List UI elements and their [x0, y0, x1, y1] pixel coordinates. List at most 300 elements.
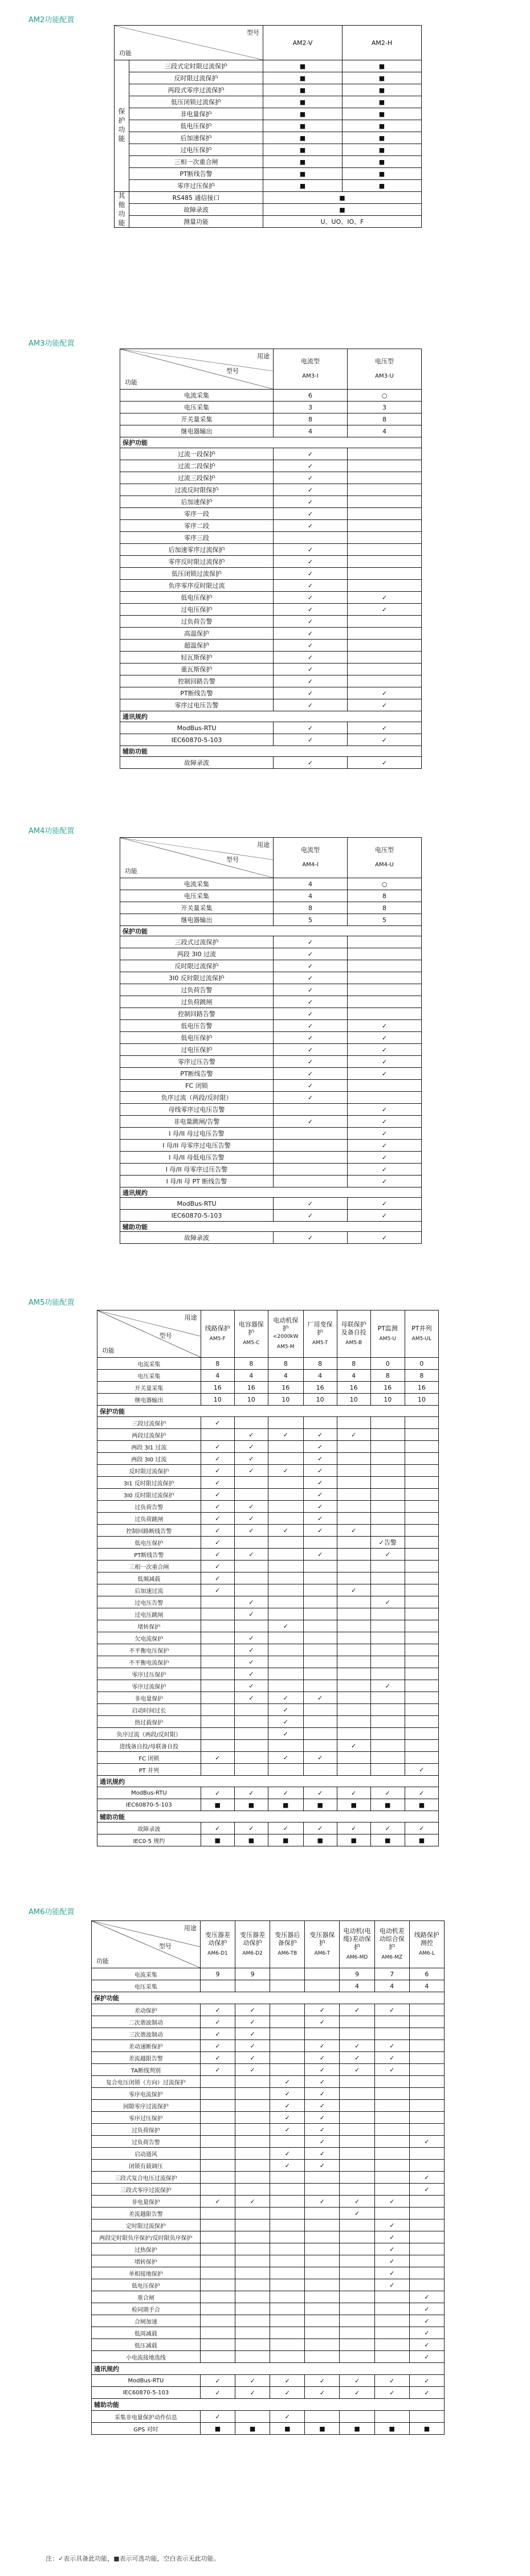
am5-cell: 16: [268, 1382, 303, 1394]
am6-cell: ✓: [305, 2148, 340, 2160]
am4-row-label: I 母/II 母零序过电压告警: [120, 1140, 274, 1152]
am6-cell: ✓: [235, 2004, 270, 2016]
table-row: [97, 1453, 439, 1465]
am3-col-name: 电压型: [375, 358, 394, 365]
am6-row-label: 定时限过流保护: [92, 2219, 201, 2231]
am5-cell: [405, 1728, 438, 1740]
am6-cell: ✓: [270, 2387, 305, 2399]
am5-row-label: 故障录波: [97, 1823, 201, 1834]
am6-header-model-label: 型号: [158, 1943, 172, 1950]
am3-cell: [348, 448, 422, 460]
am6-row-label: 差流越限告警: [92, 2052, 201, 2064]
am5-cell: [370, 1764, 405, 1776]
am6-cell: ✓: [235, 2196, 270, 2208]
am5-cell: ✓: [268, 1704, 303, 1716]
am6-col-header: [305, 1921, 340, 1968]
am5-row-label: 负序过流（两段/反时限）: [97, 1728, 201, 1740]
table-row: [92, 2255, 445, 2267]
am3-cell: ✓: [274, 448, 348, 460]
am5-cell: ✓: [337, 1525, 370, 1537]
am6-row-label: 堵转保护: [92, 2255, 201, 2267]
am3-section-title: AM3功能配置: [28, 339, 75, 348]
am5-col-header: [337, 1310, 370, 1358]
am5-cell: [405, 1501, 438, 1513]
am6-cell: ✓: [409, 2339, 444, 2351]
table-row: [92, 2064, 445, 2076]
table-row: [97, 1513, 439, 1525]
am5-cell: ✓: [268, 1787, 303, 1799]
am6-cell: [409, 2088, 444, 2100]
am6-cell: [374, 2160, 409, 2172]
am4-cell: [348, 1008, 422, 1020]
am5-cell: [234, 1561, 268, 1572]
table-row: [92, 2243, 445, 2255]
am4-table: [120, 837, 422, 1244]
am3-row-label: 零序过电压告警: [120, 699, 274, 711]
am4-row-label: 低电压告警: [120, 1020, 274, 1032]
am5-cell: [268, 1656, 303, 1668]
am5-row-label: 电流采集: [97, 1358, 201, 1370]
am4-col-header: [348, 838, 422, 878]
am2-cell-v: ■: [263, 156, 343, 168]
table-row: [92, 2291, 445, 2303]
am6-row-label: 差动保护: [92, 2004, 201, 2016]
am5-cell: [405, 1429, 438, 1441]
am6-cell: [340, 2124, 374, 2136]
am6-cell: [270, 2303, 305, 2315]
am3-cell: [348, 664, 422, 675]
am4-row-label: 继电器输出: [120, 914, 274, 926]
am5-row-label: 不平衡电流保护: [97, 1656, 201, 1668]
am6-cell: ✓: [305, 2196, 340, 2208]
table-row: [97, 1620, 439, 1632]
am5-row-label: 两段 3I0 过流: [97, 1453, 201, 1465]
table-row: [120, 390, 422, 402]
table-row: [115, 192, 422, 204]
am5-cell: [234, 1764, 268, 1776]
am5-cell: [370, 1561, 405, 1572]
am6-cell: [305, 1968, 340, 1980]
am4-row-label: ModBus-RTU: [120, 1198, 274, 1210]
am5-cell: [370, 1465, 405, 1477]
am5-cell: ■: [303, 1834, 337, 1846]
table-row: [120, 1068, 422, 1080]
am5-col-model: AM5-U: [379, 1336, 396, 1342]
am6-cell: ✓: [409, 2184, 444, 2196]
am6-cell: [235, 2100, 270, 2112]
am5-row-label: 零序过流保护: [97, 1680, 201, 1692]
am6-cell: [200, 1980, 235, 1992]
table-row: [115, 84, 422, 96]
am6-cell: [305, 2303, 340, 2315]
am3-row-label: 负序零序反时限过流: [120, 580, 274, 592]
am5-cell: [337, 1608, 370, 1620]
am6-cell: [235, 2279, 270, 2291]
am2-row-label: 反时限过流保护: [129, 72, 263, 84]
am6-cell: ✓: [305, 2100, 340, 2112]
table-row: [97, 1776, 439, 1787]
am5-cell: ✓: [303, 1787, 337, 1799]
am4-row-label: 3I0 反时限过流保护: [120, 972, 274, 984]
am6-group-heading: 保护功能: [92, 1992, 445, 2004]
table-row: [120, 914, 422, 926]
am6-row-label: TA断线判别: [92, 2064, 201, 2076]
am5-col-name: 电动机保护: [273, 1317, 299, 1332]
table-row: [97, 1752, 439, 1764]
am6-cell: [305, 2411, 340, 2423]
am3-col-model: AM3-I: [302, 373, 319, 379]
am6-cell: ✓: [374, 2279, 409, 2291]
am5-cell: [201, 1728, 234, 1740]
table-row: [92, 2219, 445, 2231]
table-row: [97, 1728, 439, 1740]
am5-cell: ■: [337, 1799, 370, 1811]
am2-row-label: 三段式定时限过流保护: [129, 60, 263, 72]
am6-cell: [409, 2052, 444, 2064]
am3-cell: ✓: [348, 757, 422, 769]
am5-cell: ✓: [201, 1441, 234, 1453]
am6-row-label: 二次谐波制动: [92, 2016, 201, 2028]
am6-cell: [270, 2052, 305, 2064]
am5-cell: 10: [370, 1394, 405, 1406]
am3-row-label: 控制回路告警: [120, 675, 274, 687]
am3-cell: [348, 675, 422, 687]
am6-cell: ✓: [340, 2208, 374, 2219]
am5-cell: 10: [268, 1394, 303, 1406]
table-row: [92, 2136, 445, 2148]
am5-group-heading: 辅助功能: [97, 1811, 439, 1823]
am6-cell: ✓: [235, 2375, 270, 2387]
am5-cell: [370, 1501, 405, 1513]
am3-cell: ✓: [348, 699, 422, 711]
am5-cell: ■: [234, 1799, 268, 1811]
am5-cell: [405, 1561, 438, 1572]
table-row: [92, 2363, 445, 2375]
am4-cell: [348, 1080, 422, 1092]
am5-row-label: 3I1 反时限过流保护: [97, 1477, 201, 1489]
am6-cell: ✓: [270, 2088, 305, 2100]
am4-cell: ✓: [348, 1128, 422, 1140]
am6-cell: ✓: [305, 2112, 340, 2124]
am6-cell: [270, 2064, 305, 2076]
table-row: [120, 520, 422, 532]
am6-cell: [270, 2219, 305, 2231]
am5-cell: 8: [303, 1358, 337, 1370]
am4-row-label: 三段式过流保护: [120, 936, 274, 948]
am4-row-label: 负序过流（两段/反时限）: [120, 1092, 274, 1104]
am4-cell: ✓: [348, 1210, 422, 1222]
table-row: [92, 2112, 445, 2124]
am5-cell: [405, 1477, 438, 1489]
am4-row-label: 过负荷告警: [120, 984, 274, 996]
am2-other-label: 故障录波: [129, 204, 263, 216]
am5-cell: ✓: [303, 1465, 337, 1477]
am6-cell: [235, 2267, 270, 2279]
am6-cell: [340, 2100, 374, 2112]
am5-row-label: 堵转保护: [97, 1620, 201, 1632]
table-row: [120, 472, 422, 484]
am6-cell: [235, 2291, 270, 2303]
am5-cell: [337, 1501, 370, 1513]
am3-cell: ✓: [274, 699, 348, 711]
table-row: [120, 1140, 422, 1152]
am5-cell: ✓: [234, 1608, 268, 1620]
am5-cell: [337, 1704, 370, 1716]
table-row: [115, 72, 422, 84]
am5-row-label: 控制回路断线告警: [97, 1525, 201, 1537]
am6-cell: [374, 2136, 409, 2148]
am6-row-label: ModBus-RTU: [92, 2375, 201, 2387]
table-row: [115, 144, 422, 156]
am3-col-model: AM3-U: [375, 373, 394, 379]
table-row: [92, 2208, 445, 2219]
table-row: [120, 1092, 422, 1104]
am3-cell: ✓: [274, 484, 348, 496]
table-row: [97, 1477, 439, 1489]
table-row: [120, 711, 422, 722]
am6-header-function-label: 功能: [96, 1957, 109, 1965]
am6-cell: [270, 2004, 305, 2016]
am5-cell: ✓: [201, 1823, 234, 1834]
am5-col-header: [303, 1310, 337, 1358]
am5-row-label: 电压采集: [97, 1370, 201, 1382]
am3-col-header: [274, 349, 348, 390]
am5-row-label: 继电器输出: [97, 1394, 201, 1406]
am4-cell: ○: [348, 878, 422, 890]
am5-cell: [201, 1704, 234, 1716]
am6-col-header: [235, 1921, 270, 1968]
am6-cell: [374, 2351, 409, 2363]
am6-row-label: 三段式复合电压过流保护: [92, 2172, 201, 2184]
am5-cell: [303, 1656, 337, 1668]
am6-cell: [235, 2160, 270, 2172]
am5-cell: [370, 1608, 405, 1620]
table-row: [120, 687, 422, 699]
am6-cell: 7: [374, 1968, 409, 1980]
am3-row-label: 高温保护: [120, 628, 274, 640]
am5-cell: [337, 1668, 370, 1680]
am5-col-header: [201, 1310, 234, 1358]
am5-cell: [405, 1417, 438, 1429]
am4-cell: 8: [348, 890, 422, 902]
am5-cell: ✓: [201, 1549, 234, 1561]
diagonal-line: [120, 838, 273, 878]
am5-cell: [268, 1453, 303, 1465]
am3-cell: 3: [348, 402, 422, 413]
am5-cell: [201, 1680, 234, 1692]
am5-cell: [370, 1716, 405, 1728]
am6-cell: ✓: [270, 2100, 305, 2112]
am6-cell: [305, 2255, 340, 2267]
am6-cell: ✓: [340, 2004, 374, 2016]
am6-cell: ■: [235, 2423, 270, 2435]
am2-cell-h: ■: [343, 84, 422, 96]
am6-cell: [409, 2004, 444, 2016]
am5-row-label: 非电量保护: [97, 1692, 201, 1704]
am5-cell: ✓: [234, 1501, 268, 1513]
am5-cell: [268, 1561, 303, 1572]
am5-cell: [303, 1561, 337, 1572]
am5-row-label: 3I0 反时限过流保护: [97, 1489, 201, 1501]
am6-cell: [235, 2411, 270, 2423]
am5-cell: [405, 1489, 438, 1501]
am5-cell: 0: [370, 1358, 405, 1370]
am5-row-label: IEC0-5 规约: [97, 1834, 201, 1846]
am6-cell: ■: [305, 2423, 340, 2435]
am6-cell: ✓: [409, 2387, 444, 2399]
am5-row-label: 热过载保护: [97, 1716, 201, 1728]
am4-group-heading: 通讯规约: [120, 1187, 422, 1198]
am4-row-label: 低电压保护: [120, 1032, 274, 1044]
am6-cell: ✓: [409, 2351, 444, 2363]
am4-cell: ✓: [274, 960, 348, 972]
am4-header-function-label: 功能: [125, 867, 137, 875]
am4-cell: ✓: [274, 948, 348, 960]
table-row: [120, 1222, 422, 1232]
am5-cell: [370, 1668, 405, 1680]
am5-cell: ✓: [268, 1728, 303, 1740]
table-row: [92, 2016, 445, 2028]
am6-cell: 9: [200, 1968, 235, 1980]
table-row: [97, 1394, 439, 1406]
am6-cell: ✓: [340, 2375, 374, 2387]
am5-cell: ✓: [201, 1752, 234, 1764]
am5-cell: [405, 1572, 438, 1584]
am2-other-label: 测量功能: [129, 216, 263, 228]
am3-row-label: 过流反时限保护: [120, 484, 274, 496]
am3-cell: ✓: [274, 472, 348, 484]
am3-header-function-label: 功能: [125, 379, 137, 386]
am2-row-label: 三相一次重合闸: [129, 156, 263, 168]
am6-cell: [409, 2279, 444, 2291]
am3-cell: ✓: [274, 722, 348, 734]
am6-cell: [235, 2339, 270, 2351]
am5-cell: [337, 1465, 370, 1477]
am4-cell: ✓: [348, 1164, 422, 1176]
am6-cell: ✓: [200, 2411, 235, 2423]
am6-cell: ✓: [235, 2040, 270, 2052]
table-row: [120, 592, 422, 604]
am6-cell: [409, 2100, 444, 2112]
am6-cell: [235, 2184, 270, 2196]
am5-cell: [201, 1668, 234, 1680]
am5-cell: [405, 1668, 438, 1680]
am4-cell: ✓: [348, 1140, 422, 1152]
am5-cell: [370, 1644, 405, 1656]
table-row: [92, 2040, 445, 2052]
am5-col-model: AM5-UL: [411, 1336, 432, 1342]
am2-row-label: 后加速保护: [129, 132, 263, 144]
am5-cell: [370, 1477, 405, 1489]
table-row: [120, 1056, 422, 1068]
am2-cell-h: ■: [343, 72, 422, 84]
am3-group-heading: 通讯规约: [120, 711, 422, 722]
am5-cell: ✓: [201, 1787, 234, 1799]
am5-cell: ✓: [234, 1787, 268, 1799]
am6-cell: ✓: [409, 2136, 444, 2148]
am5-cell: [337, 1716, 370, 1728]
am4-row-label: PT断线告警: [120, 1068, 274, 1080]
am6-row-label: 合闸加速: [92, 2315, 201, 2327]
am5-cell: [268, 1501, 303, 1513]
am4-cell: ✓: [348, 1152, 422, 1164]
am5-cell: [405, 1596, 438, 1608]
am6-cell: ✓: [235, 2016, 270, 2028]
am5-cell: ✓: [303, 1752, 337, 1764]
am3-cell: [348, 580, 422, 592]
am5-cell: [303, 1740, 337, 1752]
table-row: [92, 1980, 445, 1992]
am5-cell: ✓: [337, 1584, 370, 1596]
am5-row-label: 低频减载: [97, 1572, 201, 1584]
am5-cell: [303, 1764, 337, 1776]
table-row: [120, 402, 422, 413]
am5-cell: ✓: [201, 1572, 234, 1584]
table-row: [97, 1417, 439, 1429]
am3-cell: ○: [348, 390, 422, 402]
am6-cell: [374, 2184, 409, 2196]
am5-cell: ✓: [234, 1680, 268, 1692]
am6-col-model: AM6-D2: [242, 1951, 263, 1956]
am6-cell: ■: [270, 2423, 305, 2435]
am4-cell: ✓: [348, 1104, 422, 1116]
am5-cell: [268, 1596, 303, 1608]
am2-cell-v: ■: [263, 180, 343, 192]
am5-cell: ✓: [303, 1692, 337, 1704]
am6-cell: ✓: [409, 2291, 444, 2303]
am3-cell: [348, 496, 422, 508]
am5-cell: ✓: [303, 1525, 337, 1537]
table-row: [120, 1210, 422, 1222]
am5-cell: 16: [303, 1382, 337, 1394]
am6-cell: ✓: [305, 2160, 340, 2172]
am2-table: [114, 25, 422, 228]
am5-cell: [201, 1596, 234, 1608]
table-row: [120, 448, 422, 460]
am6-cell: ✓: [374, 2255, 409, 2267]
table-row: [97, 1382, 439, 1394]
am6-cell: [374, 2028, 409, 2040]
am2-other-group-label: 其他功能: [115, 192, 129, 228]
am6-cell: ✓: [374, 2387, 409, 2399]
am5-cell: [268, 1584, 303, 1596]
am3-cell: [348, 520, 422, 532]
am6-cell: ✓: [340, 2064, 374, 2076]
am5-row-label: FC 闭锁: [97, 1752, 201, 1764]
am3-row-label: 低电压保护: [120, 592, 274, 604]
am2-group-label: 保护功能: [115, 60, 129, 192]
table-row: [115, 120, 422, 132]
table-row: [120, 413, 422, 425]
am6-cell: [374, 2339, 409, 2351]
table-row: [92, 2148, 445, 2160]
am6-cell: ✓: [200, 2052, 235, 2064]
am6-cell: ■: [374, 2423, 409, 2435]
am6-col-header: [340, 1921, 374, 1968]
am5-cell: [268, 1680, 303, 1692]
am6-cell: [200, 2291, 235, 2303]
am6-cell: [409, 2196, 444, 2208]
am6-cell: ✓: [200, 2016, 235, 2028]
am3-table: [120, 349, 422, 769]
am5-cell: [268, 1441, 303, 1453]
am6-cell: [270, 2196, 305, 2208]
am5-cell: ■: [201, 1834, 234, 1846]
am6-cell: [374, 2411, 409, 2423]
am3-row-label: 电压采集: [120, 402, 274, 413]
am4-cell: ✓: [274, 1020, 348, 1032]
am3-row-label: 过负荷告警: [120, 616, 274, 628]
